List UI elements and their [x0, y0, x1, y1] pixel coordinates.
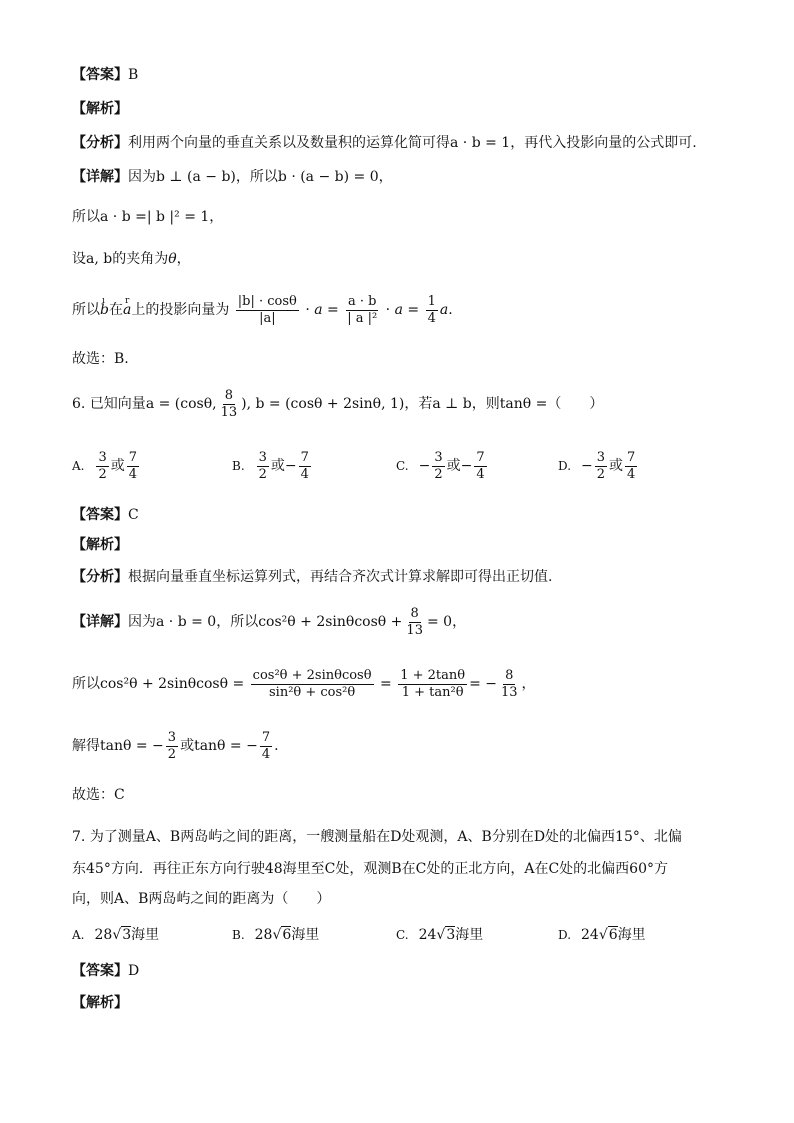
option-b[interactable]: B. $\frac{3}{2}$ 或− $\frac{7}{4}$: [232, 449, 309, 482]
option-c[interactable]: C. 24√3海里: [396, 927, 484, 943]
xiangjie-text: ，所以: [216, 614, 259, 630]
choose-text: 故选：C: [72, 787, 125, 803]
option-a[interactable]: A. $\frac{3}{2}$ 或 $\frac{7}{4}$: [72, 449, 138, 482]
xiangjie-text: 因为: [128, 614, 156, 630]
stem-text: ，则: [471, 396, 500, 412]
q6-answer-line: [72, 504, 139, 526]
formula-tan: tanθ =: [499, 396, 548, 412]
fraction-projection-1: $\frac{|b| \cdot \cos\theta}{|a|}$: [237, 293, 297, 326]
vector-b: ı b: [100, 290, 109, 330]
option-label: B.: [232, 928, 245, 942]
q7-stem-line-3: [72, 888, 330, 910]
q6-stem: [72, 386, 603, 422]
q5-answer-line: [72, 64, 138, 86]
xiangjie-text: ，: [452, 614, 467, 630]
q7-answer-line: [72, 960, 139, 982]
q5-fenxi-line: [72, 132, 697, 154]
answer-tag: 【答案】: [72, 67, 128, 83]
projection-text: 在: [108, 302, 123, 318]
q6-derive-line: 所以cos²θ + 2sinθcosθ = $\frac{\text{cos²θ + 2sinθcosθ}}{\text{sin²θ + cos²θ}}$ = $\frac{1 + 2\tan\theta}{\text{1 + tan²θ}}$ = − $\frac{8}{13}$ ，: [72, 667, 536, 700]
q7-analysis-line: [72, 992, 128, 1014]
stem-text: 东45°方向．再往正东方向行驶48海里至C处，观测B在C处的正北方向，A在C处的北偏西60°方: [72, 861, 668, 877]
q7-stem-line-1: [72, 826, 682, 848]
option-d[interactable]: D. − $\frac{3}{2}$ 或 $\frac{7}{4}$: [558, 449, 636, 482]
q5-derive-line: [72, 206, 223, 228]
fenxi-text: 根据向量垂直坐标运算列式，再结合齐次式计算求解即可得出正切值.: [128, 569, 553, 585]
fraction-3-2: $\frac{3}{2}$: [167, 729, 177, 762]
derive-text: 所以: [72, 209, 100, 225]
option-label: A.: [72, 459, 85, 473]
angle-text: 的夹角为: [112, 251, 169, 267]
xiangjie-tag: 【详解】: [72, 169, 128, 185]
q5-analysis-line: [72, 98, 128, 120]
option-b[interactable]: B. 28√6海里: [232, 927, 320, 943]
angle-text: ，: [176, 251, 191, 267]
option-c[interactable]: C. − $\frac{3}{2}$ 或− $\frac{7}{4}$: [396, 449, 485, 482]
analysis-tag: 【解析】: [72, 537, 128, 553]
stem-text: ，若: [404, 396, 433, 412]
vector-a: r a: [123, 290, 131, 330]
formula-equals-neg: = −: [469, 676, 497, 692]
option-label: A.: [72, 928, 85, 942]
derive-text: ，: [521, 676, 536, 692]
q6-result-line: [72, 726, 279, 766]
fraction-8-13: $\frac{8}{13}$: [220, 387, 238, 420]
fenxi-tag: 【分析】: [72, 569, 128, 585]
fraction-projection-3: $\frac{1}{4}$: [427, 293, 436, 326]
option-d[interactable]: D. 24√6海里: [558, 927, 646, 943]
formula-vector-b: ), b = (cosθ + 2sinθ, 1): [241, 396, 405, 412]
question-number: 7.: [72, 829, 86, 845]
q5-xiangjie-line: [72, 166, 393, 188]
fenxi-text: 利用两个向量的垂直关系以及数量积的运算化简可得: [128, 135, 450, 151]
q5-projection-line: 所以ı b在r a上的投影向量为 $\frac{|b| \cdot \cos\theta}{|a|}$ · a = $\frac{a \cdot b}{\text{| a |²}}$ · a = $\frac{1}{4}$ a.: [72, 290, 453, 330]
result-text: .: [274, 738, 279, 754]
q5-angle-line: [72, 248, 191, 270]
q6-xiangjie-line: [72, 604, 466, 640]
result-text: 解得: [72, 738, 100, 754]
answer-tag: 【答案】: [72, 963, 128, 979]
question-number: 6.: [72, 396, 86, 412]
fenxi-tag: 【分析】: [72, 135, 128, 151]
xiangjie-text: ，: [378, 169, 393, 185]
q7-stem-line-2: [72, 858, 668, 880]
formula-tan-1: tanθ = −: [100, 738, 164, 754]
formula-tan-2: tanθ = −: [194, 738, 258, 754]
analysis-tag: 【解析】: [72, 995, 128, 1011]
xiangjie-text: ，所以: [235, 169, 278, 185]
answer-value: C: [128, 507, 139, 523]
formula-equation: cos²θ + 2sinθcosθ +: [258, 614, 403, 630]
option-a[interactable]: A. 28√3海里: [72, 927, 160, 943]
projection-end: .: [448, 302, 453, 318]
q6-analysis-line: [72, 534, 128, 556]
fraction-8-13: $\frac{8}{13}$: [406, 605, 423, 638]
analysis-tag: 【解析】: [72, 101, 128, 117]
fraction-8-13: $\frac{8}{13}$: [501, 667, 518, 700]
q6-fenxi-line: [72, 566, 552, 588]
projection-text: 上的投影向量为: [131, 302, 230, 318]
projection-text: 所以: [72, 302, 100, 318]
option-label: D.: [558, 928, 572, 942]
result-text: 或: [180, 738, 195, 754]
fraction-7-4: $\frac{7}{4}$: [261, 729, 271, 762]
stem-text: 为了测量A、B两岛屿之间的距离，一艘测量船在D处观测，A、B分别在D处的北偏西15°、北偏: [89, 829, 682, 845]
formula-equals-zero: = 0: [426, 614, 453, 630]
formula-perpendicular: b ⊥ (a − b): [156, 169, 236, 185]
xiangjie-text: 因为: [128, 169, 156, 185]
q6-choose-line: [72, 784, 125, 806]
fenxi-text-end: ，再代入投影向量的公式即可.: [510, 135, 697, 151]
fraction-homogeneous: $\frac{\text{cos²θ + 2sinθcosθ}}{\text{sin²θ + cos²θ}}$: [252, 667, 372, 700]
derive-text: 所以: [72, 676, 100, 692]
choose-text: 故选：B.: [72, 351, 129, 367]
option-label: C.: [396, 928, 409, 942]
option-label: C.: [396, 459, 409, 473]
answer-tag: 【答案】: [72, 507, 128, 523]
formula-vector-a: a = (cosθ,: [145, 396, 217, 412]
fraction-projection-2: $\frac{a \cdot b}{\text{| a |²}}$: [347, 293, 378, 326]
fenxi-formula: a · b = 1: [450, 135, 511, 151]
formula-dot-zero: b · (a − b) = 0: [277, 169, 379, 185]
angle-text: 设: [72, 251, 86, 267]
xiangjie-tag: 【详解】: [72, 614, 128, 630]
theta-symbol: θ: [168, 251, 177, 267]
stem-text: 向，则A、B两岛屿之间的距离为（ ）: [72, 891, 331, 907]
stem-text: 已知向量: [89, 396, 146, 412]
formula-perp: a ⊥ b: [432, 396, 472, 412]
fraction-tan: $\frac{1 + 2\tan\theta}{\text{1 + tan²θ}}$: [400, 667, 466, 700]
derive-text: ，: [209, 209, 224, 225]
answer-value: D: [128, 963, 140, 979]
option-label: D.: [558, 459, 572, 473]
q5-choose-line: [72, 348, 129, 370]
formula-lhs: cos²θ + 2sinθcosθ =: [100, 676, 245, 692]
formula-dot-product: a · b =| b |² = 1: [100, 209, 210, 225]
stem-blank: （ ）: [547, 396, 604, 412]
answer-value: B: [128, 67, 139, 83]
option-label: B.: [232, 459, 245, 473]
formula-vectors: a, b: [86, 251, 113, 267]
formula-dot-zero: a · b = 0: [156, 614, 217, 630]
